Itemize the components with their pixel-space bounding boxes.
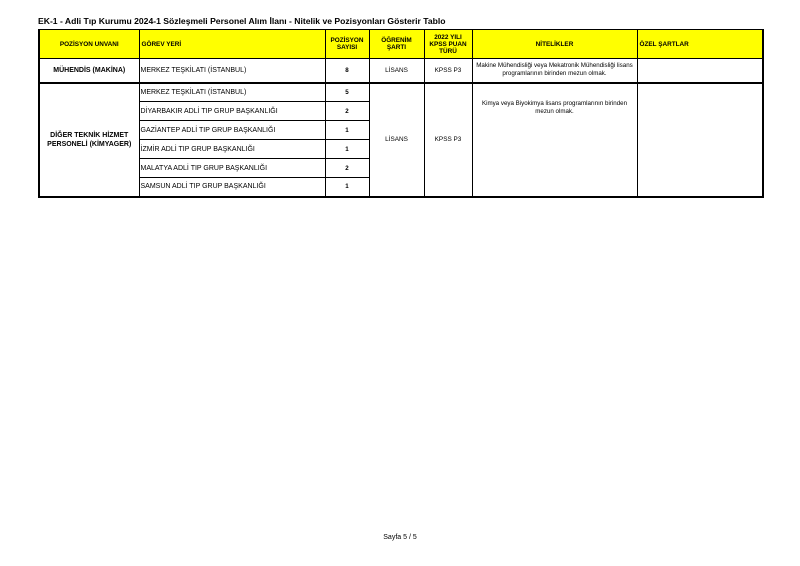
positions-table	[38, 29, 764, 198]
duty-place: İZMİR ADLİ TIP GRUP BAŞKANLIĞI	[139, 140, 325, 159]
position-title-chemist: DİĞER TEKNİK HİZMET PERSONELİ (KİMYAGER)	[39, 83, 139, 197]
position-count: 2	[325, 159, 369, 178]
duty-place: MERKEZ TEŞKİLATI (İSTANBUL)	[139, 59, 325, 83]
header-qualifications: NİTELİKLER	[472, 30, 637, 59]
position-title-engineer: MÜHENDİS (MAKİNA)	[39, 59, 139, 83]
duty-place: SAMSUN ADLİ TIP GRUP BAŞKANLIĞI	[139, 178, 325, 197]
position-count: 5	[325, 83, 369, 102]
table-header-row	[39, 30, 763, 59]
position-count: 8	[325, 59, 369, 83]
duty-place: GAZİANTEP ADLİ TIP GRUP BAŞKANLIĞI	[139, 121, 325, 140]
duty-place: MALATYA ADLİ TIP GRUP BAŞKANLIĞI	[139, 159, 325, 178]
duty-place: DİYARBAKIR ADLİ TIP GRUP BAŞKANLIĞI	[139, 102, 325, 121]
header-education: ÖĞRENİM ŞARTI	[369, 30, 424, 59]
header-position: POZİSYON UNVANI	[39, 30, 139, 59]
document-title: EK-1 - Adli Tıp Kurumu 2024-1 Sözleşmeli Personel Alım İlanı - Nitelik ve Pozisyonları Gösterir Tablo	[38, 16, 446, 26]
table-row	[39, 83, 763, 102]
education-requirement: LİSANS	[369, 83, 424, 197]
position-count: 2	[325, 102, 369, 121]
qualifications-text: Kimya veya Biyokimya lisans programlarının birinden mezun olmak.	[472, 83, 637, 197]
position-count: 1	[325, 178, 369, 197]
education-requirement: LİSANS	[369, 59, 424, 83]
special-conditions	[637, 83, 763, 197]
qualifications-text: Makine Mühendisliği veya Mekatronik Mühendisliği lisans programlarının birinden mezun olmak.	[472, 59, 637, 83]
duty-place: MERKEZ TEŞKİLATI (İSTANBUL)	[139, 83, 325, 102]
header-count: POZİSYON SAYISI	[325, 30, 369, 59]
position-count: 1	[325, 140, 369, 159]
page-number: Sayfa 5 / 5	[383, 534, 417, 541]
table-row	[39, 59, 763, 83]
position-count: 1	[325, 121, 369, 140]
header-special: ÖZEL ŞARTLAR	[637, 30, 763, 59]
header-kpss: 2022 YILI KPSS PUAN TÜRÜ	[424, 30, 472, 59]
special-conditions	[637, 59, 763, 83]
kpss-score-type: KPSS P3	[424, 59, 472, 83]
header-place: GÖREV YERİ	[139, 30, 325, 59]
kpss-score-type: KPSS P3	[424, 83, 472, 197]
